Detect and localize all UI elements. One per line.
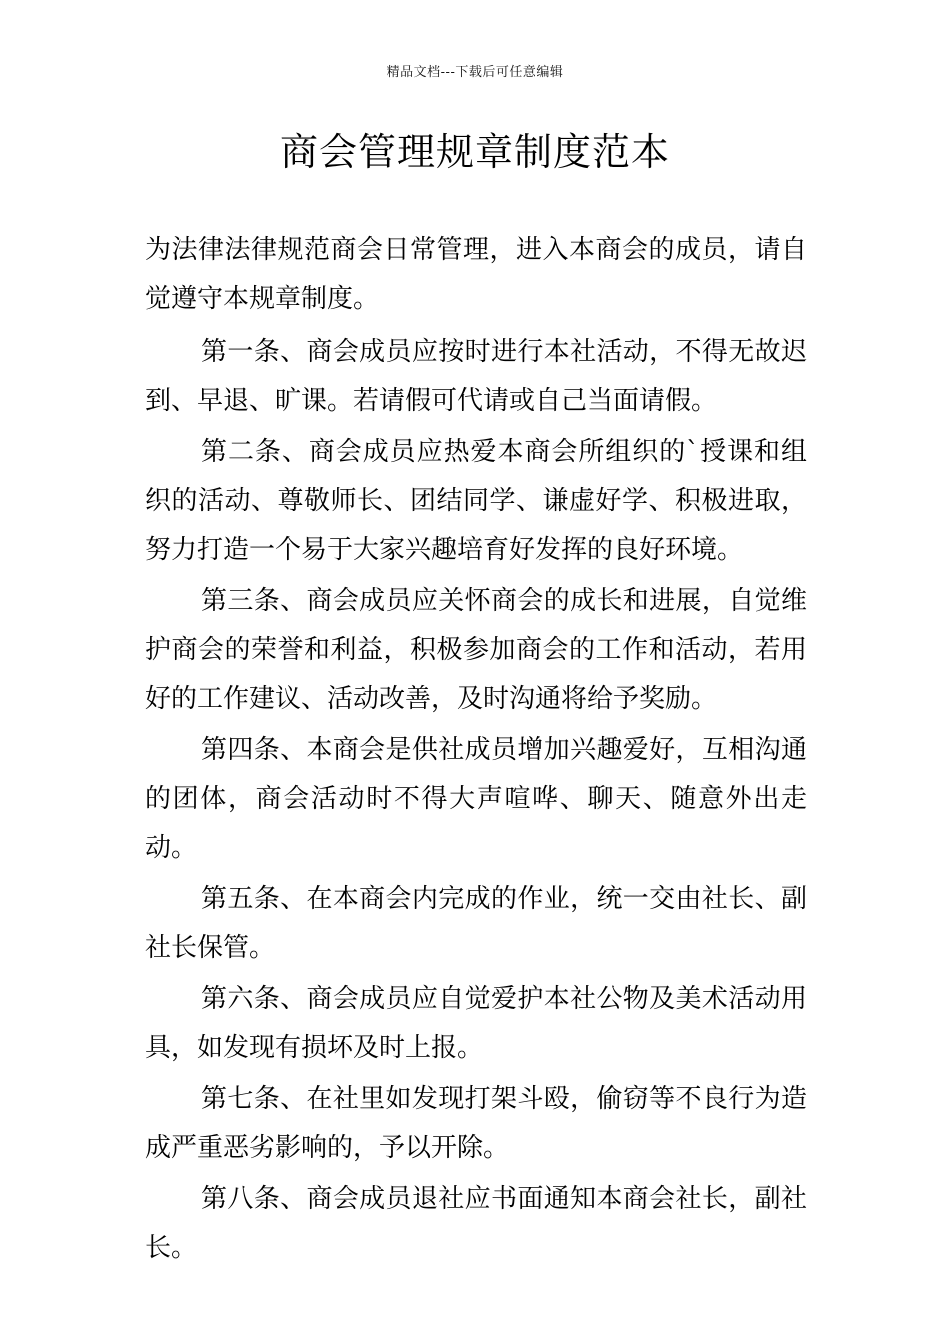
article-5-paragraph: 第五条、在本商会内完成的作业，统一交由社长、副社长保管。 — [145, 884, 807, 963]
article-8-paragraph: 第八条、商会成员退社应书面通知本商会社长，副社长。 — [145, 1184, 807, 1263]
page-header: 精品文档---下载后可任意编辑 — [386, 65, 564, 80]
article-2-paragraph: 第二条、商会成员应热爱本商会所组织的`授课和组织的活动、尊敬师长、团结同学、谦虚好学、积极进取，努力打造一个易于大家兴趣培育好发挥的良好环境。 — [145, 437, 807, 565]
article-3-paragraph: 第三条、商会成员应关怀商会的成长和进展，自觉维护商会的荣誉和利益，积极参加商会的工作和活动，若用好的工作建议、活动改善，及时沟通将给予奖励。 — [145, 586, 807, 714]
article-6-paragraph: 第六条、商会成员应自觉爱护本社公物及美术活动用具，如发现有损坏及时上报。 — [145, 984, 807, 1063]
article-1-paragraph: 第一条、商会成员应按时进行本社活动，不得无故迟到、早退、旷课。若请假可代请或自己当面请假。 — [145, 337, 807, 416]
document-body — [145, 226, 807, 1275]
article-4-paragraph: 第四条、本商会是供社成员增加兴趣爱好，互相沟通的团体，商会活动时不得大声喧哗、聊天、随意外出走动。 — [145, 735, 807, 863]
article-7-paragraph: 第七条、在社里如发现打架斗殴，偷窃等不良行为造成严重恶劣影响的，予以开除。 — [145, 1084, 807, 1163]
document-title: 商会管理规章制度范本 — [279, 130, 670, 174]
intro-paragraph: 为法律法律规范商会日常管理，进入本商会的成员，请自觉遵守本规章制度。 — [145, 235, 807, 314]
